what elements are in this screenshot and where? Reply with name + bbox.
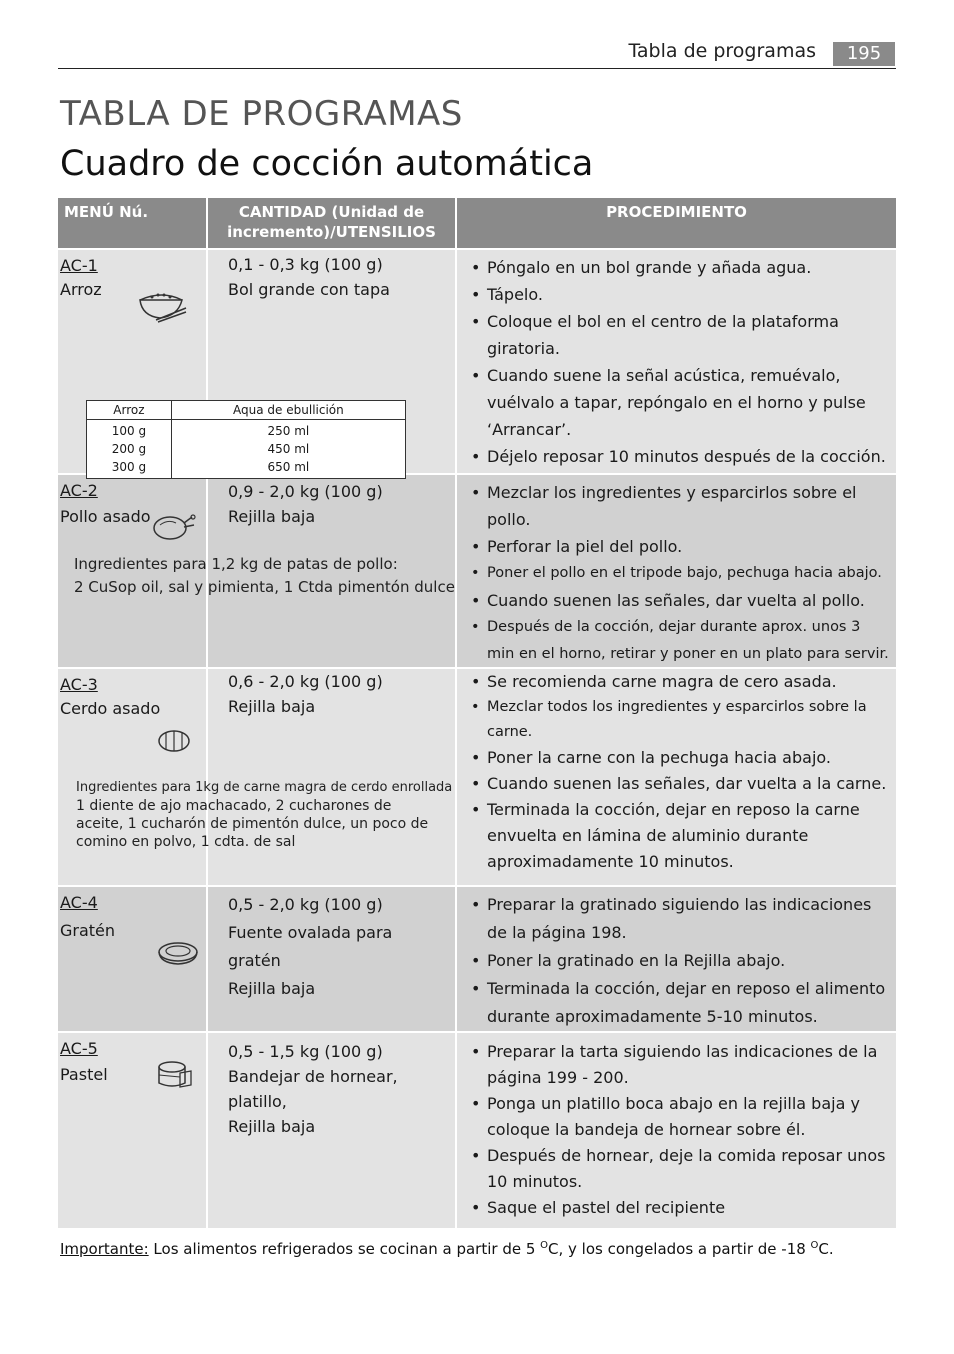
list-item: • Póngalo en un bol grande y añada agua. — [471, 254, 890, 281]
page-number: 195 — [833, 42, 895, 66]
quantity-text: 0,1 - 0,3 kg (100 g) Bol grande con tapa — [228, 255, 390, 299]
list-item: • Perforar la piel del pollo. — [471, 533, 890, 560]
header-rule — [58, 68, 896, 69]
important-label: Importante: — [60, 1240, 149, 1258]
program-name: Cerdo asado — [60, 699, 161, 718]
ingredients-note: Ingredientes para 1,2 kg de patas de pollo: 2 CuSop oil, sal y pimienta, 1 Ctda pimentón dulce — [74, 555, 455, 596]
table-row — [58, 1033, 896, 1228]
quantity-text: 0,9 - 2,0 kg (100 g) Rejilla baja — [228, 482, 383, 526]
list-item: • Cuando suenen las señales, dar vuelta a la carne. — [471, 771, 890, 797]
list-item: • Después de hornear, deje la comida reposar unos 10 minutos. — [471, 1143, 890, 1195]
quantity-text: 0,5 - 1,5 kg (100 g) Bandejar de hornear, platillo, Rejilla baja — [228, 1042, 398, 1136]
list-item: • Cuando suene la señal acústica, remuévalo, vuélvalo a tapar, repóngalo en el horno y pulse ‘Arrancar’. — [471, 362, 890, 443]
rice-water-table: Arroz Aqua de ebullición 100 g 200 g 300 g 250 ml 450 ml 650 ml — [86, 400, 406, 479]
program-code: AC-3 — [60, 675, 98, 694]
gratin-dish-icon — [156, 939, 200, 967]
list-item: • Cuando suenen las señales, dar vuelta al pollo. — [471, 587, 890, 614]
list-item: • Poner la gratinado en la Rejilla abajo. — [471, 947, 890, 975]
table-row — [58, 250, 896, 473]
list-item: • Terminada la cocción, dejar en reposo la carne envuelta en lámina de aluminio durante aproximadamente 10 minutos. — [471, 797, 890, 875]
table-row — [58, 669, 896, 885]
ingredients-note: Ingredientes para 1kg de carne magra de cerdo enrollada 1 diente de ajo machacado, 2 cucharones de aceite, 1 cucharón de pimentón dulce, un poco de comino en polvo, 1 cdta. de sal — [76, 780, 453, 850]
program-code: AC-1 — [60, 256, 98, 275]
procedure-list — [471, 891, 890, 1031]
column-header-procedure: PROCEDIMIENTO — [457, 198, 896, 248]
list-item: • Coloque el bol en el centro de la plataforma giratoria. — [471, 308, 890, 362]
table-header — [58, 198, 896, 248]
list-item: • Tápelo. — [471, 281, 890, 308]
list-item: • Terminada la cocción, dejar en reposo el alimento durante aproximadamente 5-10 minutos. — [471, 975, 890, 1031]
roast-chicken-icon — [150, 511, 196, 543]
program-code: AC-4 — [60, 893, 98, 912]
quantity-text: 0,6 - 2,0 kg (100 g) Rejilla baja — [228, 672, 383, 716]
program-name: Pastel — [60, 1065, 108, 1084]
list-item: • Mezclar los ingredientes y esparcirlos sobre el pollo. — [471, 479, 890, 533]
list-item: • Déjelo reposar 10 minutos después de la cocción. — [471, 443, 890, 470]
list-item: • Ponga un platillo boca abajo en la rejilla baja y coloque la bandeja de hornear sobre él. — [471, 1091, 890, 1143]
list-item: • Después de la cocción, dejar durante aprox. unos 3 min en el horno, retirar y poner en un plato para servir. — [471, 614, 890, 668]
column-header-menu: MENÚ Nú. — [58, 198, 206, 248]
table-row — [58, 475, 896, 667]
program-code: AC-2 — [60, 481, 98, 500]
procedure-list — [471, 669, 890, 875]
procedure-list — [471, 254, 890, 470]
important-note: Importante: Los alimentos refrigerados se cocinan a partir de 5 $^O$C, y los congelados a partir de -18 $^O$C. — [60, 1240, 834, 1258]
running-header: Tabla de programas — [628, 40, 816, 62]
list-item: • Preparar la gratinado siguiendo las indicaciones de la página 198. — [471, 891, 890, 947]
program-name: Gratén — [60, 921, 116, 940]
list-item: • Se recomienda carne magra de cero asada. — [471, 669, 890, 695]
page-title: TABLA DE PROGRAMAS — [60, 94, 463, 134]
list-item: • Mezclar todos los ingredientes y esparcirlos sobre la carne. — [471, 695, 890, 745]
program-name: Pollo asado — [60, 507, 151, 526]
program-code: AC-5 — [60, 1039, 98, 1058]
procedure-list — [471, 479, 890, 668]
list-item: • Saque el pastel del recipiente — [471, 1195, 890, 1221]
list-item: • Poner el pollo en el tripode bajo, pechuga hacia abajo. — [471, 560, 890, 587]
list-item: • Preparar la tarta siguiendo las indicaciones de la página 199 - 200. — [471, 1039, 890, 1091]
program-name: Arroz — [60, 280, 102, 299]
quantity-text: 0,5 - 2,0 kg (100 g) Fuente ovalada para gratén Rejilla baja — [228, 895, 393, 998]
rice-bowl-icon — [136, 286, 188, 324]
table-row — [58, 887, 896, 1031]
list-item: • Poner la carne con la pechuga hacia abajo. — [471, 745, 890, 771]
procedure-list — [471, 1039, 890, 1221]
page-subtitle: Cuadro de cocción automática — [60, 144, 594, 184]
cake-icon — [156, 1059, 194, 1091]
column-header-quantity: CANTIDAD (Unidad de incremento)/UTENSILIOS — [208, 198, 455, 248]
pork-roast-icon — [156, 727, 192, 755]
